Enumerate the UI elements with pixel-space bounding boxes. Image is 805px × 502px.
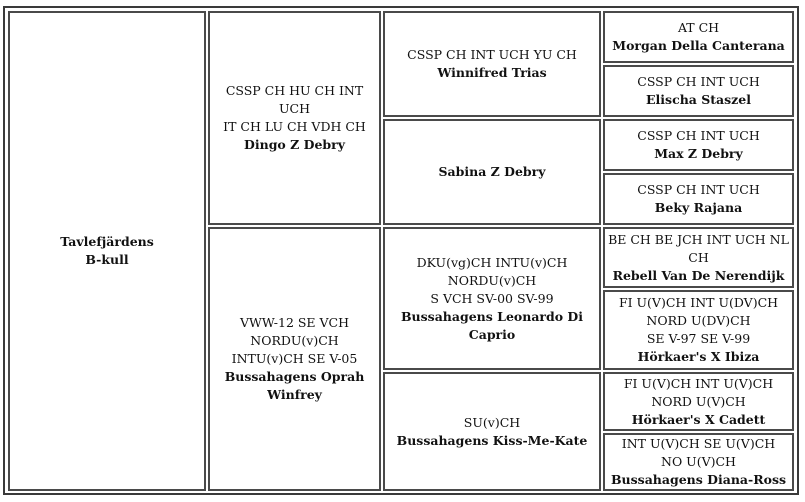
pedigree-table [3, 6, 799, 495]
dam-sire-cell [383, 227, 601, 370]
dd-sire-title: FI U(V)CH INT U(V)CH NORD U(V)CH [623, 375, 774, 409]
dd-dam-cell [603, 433, 794, 491]
ds-sire-title: BE CH BE JCH INT UCH NL CH [608, 231, 789, 265]
subject-cell [8, 11, 206, 491]
sd-dam-cell [603, 173, 794, 225]
sire-dam-name: Sabina Z Debry [438, 164, 546, 179]
sd-dam-title: CSSP CH INT UCH [637, 182, 760, 197]
ss-sire-title: AT CH [677, 20, 720, 35]
dam-title: VWW-12 SE VCH NORDU(v)CH INTU(v)CH SE V-05 [231, 315, 358, 366]
sire-dam-cell [383, 119, 601, 225]
sire-sire-cell [383, 11, 601, 117]
dd-sire-name: Hörkaer's X Cadett [631, 411, 766, 427]
ss-dam-cell [603, 65, 794, 117]
dam-cell [208, 227, 381, 491]
ds-dam-cell [603, 290, 794, 370]
ds-sire-cell [603, 227, 794, 288]
ss-sire-name: Morgan Della Canterana [612, 38, 785, 53]
sd-sire-name: Max Z Debry [654, 146, 743, 161]
sire-title: CSSP CH HU CH INT UCH IT CH LU CH VDH CH [223, 83, 366, 134]
sd-sire-cell [603, 119, 794, 171]
subject-name: Tavlefjärdens B-kull [60, 234, 154, 267]
sire-name: Dingo Z Debry [244, 137, 345, 152]
sire-cell [208, 11, 381, 225]
dam-sire-name: Bussahagens Leonardo Di Caprio [400, 308, 584, 342]
ss-dam-title: CSSP CH INT UCH [637, 74, 760, 89]
dam-dam-cell [383, 372, 601, 491]
dd-dam-title: INT U(V)CH SE U(V)CH NO U(V)CH [621, 436, 776, 469]
ds-sire-name: Rebell Van De Nerendijk [612, 267, 785, 283]
ds-dam-name: Hörkaer's X Ibiza [637, 349, 760, 364]
dam-sire-title: DKU(vg)CH INTU(v)CH NORDU(v)CH S VCH SV-00 SV-99 [416, 254, 568, 306]
dam-dam-name: Bussahagens Kiss-Me-Kate [396, 432, 588, 448]
dam-dam-title: SU(v)CH [463, 414, 521, 430]
dd-dam-name: Bussahagens Diana-Ross [610, 472, 787, 487]
dam-name: Bussahagens Oprah Winfrey [224, 369, 365, 402]
sire-sire-title: CSSP CH INT UCH YU CH [407, 47, 577, 62]
sd-sire-title: CSSP CH INT UCH [637, 128, 760, 143]
dd-sire-cell [603, 372, 794, 431]
ss-dam-name: Elischa Staszel [646, 92, 751, 107]
sire-sire-name: Winnifred Trias [437, 65, 547, 80]
ds-dam-title: FI U(V)CH INT U(DV)CH NORD U(DV)CH SE V-97 SE V-99 [618, 295, 779, 346]
sd-dam-name: Beky Rajana [654, 200, 743, 215]
ss-sire-cell [603, 11, 794, 63]
